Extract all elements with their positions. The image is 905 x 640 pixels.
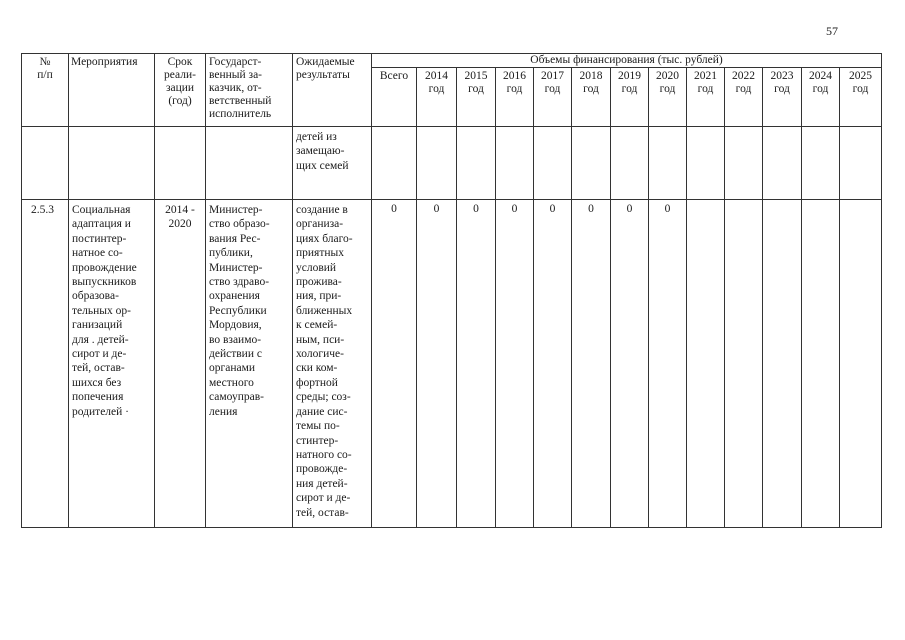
header-results-line: Ожидаемые xyxy=(296,56,355,68)
header-results-line: результаты xyxy=(296,69,350,81)
header-year-label: 2015 xyxy=(464,70,488,82)
text-line: к семей- xyxy=(296,319,338,332)
text-line: образова- xyxy=(72,290,119,303)
header-customer-line: Государст- xyxy=(209,56,262,68)
text-line: циях благо- xyxy=(296,232,353,245)
header-customer-line: исполнитель xyxy=(209,108,272,120)
header-year-unit: год xyxy=(735,83,752,95)
text-line: органами xyxy=(209,362,256,375)
text-line: натного со- xyxy=(296,448,352,461)
header-financing-group: Объемы финансирования (тыс. рублей) xyxy=(530,54,723,66)
header-year-2020 xyxy=(649,70,686,96)
text-line: среды; соз- xyxy=(296,391,351,404)
text-line: дание сис- xyxy=(296,405,348,418)
text-line: адаптация и xyxy=(72,218,131,231)
header-customer-line: ветственный xyxy=(209,95,272,107)
text-line: для . детей- xyxy=(72,333,129,346)
text-line: ски ком- xyxy=(296,362,338,375)
text-line: Социальная xyxy=(72,204,131,216)
header-year-unit: год xyxy=(544,83,561,95)
value-2018: 0 xyxy=(588,203,594,215)
text-line: фортной xyxy=(296,376,338,389)
text-line: приятных xyxy=(296,247,345,260)
header-year-label: 2018 xyxy=(579,70,603,82)
header-year-label: 2017 xyxy=(541,70,564,82)
text-line: условий xyxy=(296,261,337,274)
text-line: выпускников xyxy=(72,276,137,289)
header-year-2023 xyxy=(763,70,801,96)
header-term-line: (год) xyxy=(168,95,192,107)
text-line: хологиче- xyxy=(296,348,344,361)
text-line: ния детей- xyxy=(296,477,348,490)
text-line: ство образо- xyxy=(209,218,270,231)
row-results xyxy=(296,203,368,520)
header-year-unit: год xyxy=(659,83,676,95)
text-line: организа- xyxy=(296,218,344,231)
header-term-line: зации xyxy=(165,82,195,94)
row-activity xyxy=(72,203,151,419)
header-year-2014 xyxy=(417,70,456,96)
row-term xyxy=(155,203,205,232)
header-year-2018 xyxy=(572,70,610,96)
header-total: Всего xyxy=(379,70,409,82)
text-line: во взаимо- xyxy=(209,333,262,346)
value-2014: 0 xyxy=(433,203,440,215)
header-year-2022 xyxy=(725,70,762,96)
header-activities: Мероприятия xyxy=(71,56,138,68)
text-line: самоуправ- xyxy=(209,391,264,404)
header-year-label: 2023 xyxy=(770,70,794,82)
header-year-unit: год xyxy=(812,83,829,95)
page-number: 57 xyxy=(826,24,838,38)
text-line: ления xyxy=(209,405,238,418)
header-year-2015 xyxy=(457,70,495,96)
header-term-line: реали- xyxy=(164,69,196,81)
header-year-unit: год xyxy=(774,83,790,95)
text-line: охранения xyxy=(209,290,260,303)
text-line: щих семей xyxy=(296,159,349,172)
text-line: вания Рес- xyxy=(209,232,261,245)
header-year-label: 2016 xyxy=(503,70,526,82)
header-year-label: 2019 xyxy=(618,70,641,82)
header-year-unit: год xyxy=(621,83,638,95)
text-line: 2014 - xyxy=(165,204,195,216)
text-line: ство здраво- xyxy=(209,276,270,289)
header-year-unit: год xyxy=(428,83,445,95)
row-customer xyxy=(209,203,289,419)
header-year-2016 xyxy=(496,70,533,96)
text-line: Республики xyxy=(209,304,267,317)
text-line: замещаю- xyxy=(296,145,345,158)
header-year-unit: год xyxy=(506,83,523,95)
text-line: сирот и де- xyxy=(72,348,127,361)
text-line: Министер- xyxy=(209,261,263,274)
text-line: Мордовия, xyxy=(209,319,262,332)
header-year-unit: год xyxy=(697,83,714,95)
text-line: тей, остав- xyxy=(296,506,349,519)
financing-table xyxy=(21,53,882,528)
header-year-2024 xyxy=(802,70,839,96)
text-line: Министер- xyxy=(209,204,263,216)
header-year-label: 2014 xyxy=(425,70,448,82)
value-2016: 0 xyxy=(511,203,518,215)
header-num xyxy=(22,56,68,82)
value-total: 0 xyxy=(391,203,397,215)
value-2019: 0 xyxy=(626,203,633,215)
header-year-label: 2024 xyxy=(809,70,832,82)
text-line: сирот и де- xyxy=(296,492,351,505)
header-year-label: 2020 xyxy=(656,70,679,82)
text-line: ганизаций xyxy=(72,319,123,332)
header-year-label: 2025 xyxy=(849,70,872,82)
header-year-unit: год xyxy=(468,83,484,95)
text-line: попечения xyxy=(72,391,124,404)
text-line: 2020 xyxy=(168,218,192,231)
text-line: создание в xyxy=(296,204,348,216)
header-year-unit: год xyxy=(852,83,869,95)
header-results xyxy=(296,56,370,82)
header-year-2021 xyxy=(687,70,724,96)
text-line: шихся без xyxy=(72,376,122,389)
text-line: стинтер- xyxy=(296,434,339,447)
text-line: ния, при- xyxy=(296,290,342,303)
text-line: натное со- xyxy=(72,247,123,260)
text-line: тей, остав- xyxy=(72,362,125,375)
text-line: постинтер- xyxy=(72,232,127,245)
header-year-2019 xyxy=(611,70,648,96)
text-line: публики, xyxy=(209,247,253,260)
header-customer-line: венный за- xyxy=(209,69,263,81)
text-line: родителей · xyxy=(72,405,130,418)
header-term xyxy=(155,56,205,108)
text-line: детей из xyxy=(296,131,337,143)
continuation-results xyxy=(296,130,368,173)
value-2015: 0 xyxy=(473,203,479,215)
row-number: 2.5.3 xyxy=(31,204,54,216)
header-num-line: № xyxy=(39,56,51,68)
header-year-2025 xyxy=(840,70,881,96)
text-line: действии с xyxy=(209,348,262,361)
text-line: местного xyxy=(209,376,254,389)
text-line: темы по- xyxy=(296,420,340,433)
text-line: тельных ор- xyxy=(72,304,131,317)
header-year-label: 2021 xyxy=(694,70,717,82)
text-line: ближенных xyxy=(296,304,353,317)
header-num-line: п/п xyxy=(37,69,53,81)
text-line: провожде- xyxy=(296,463,348,476)
text-line: провождение xyxy=(72,261,137,274)
header-term-line: Срок xyxy=(167,56,193,68)
text-line: ным, пси- xyxy=(296,333,345,346)
header-year-label: 2022 xyxy=(732,70,755,82)
header-year-unit: год xyxy=(583,83,599,95)
header-year-2017 xyxy=(534,70,571,96)
value-2017: 0 xyxy=(549,203,556,215)
text-line: прожива- xyxy=(296,276,342,289)
header-customer-line: казчик, от- xyxy=(209,82,262,94)
value-2020: 0 xyxy=(664,203,671,215)
header-customer xyxy=(209,56,289,121)
